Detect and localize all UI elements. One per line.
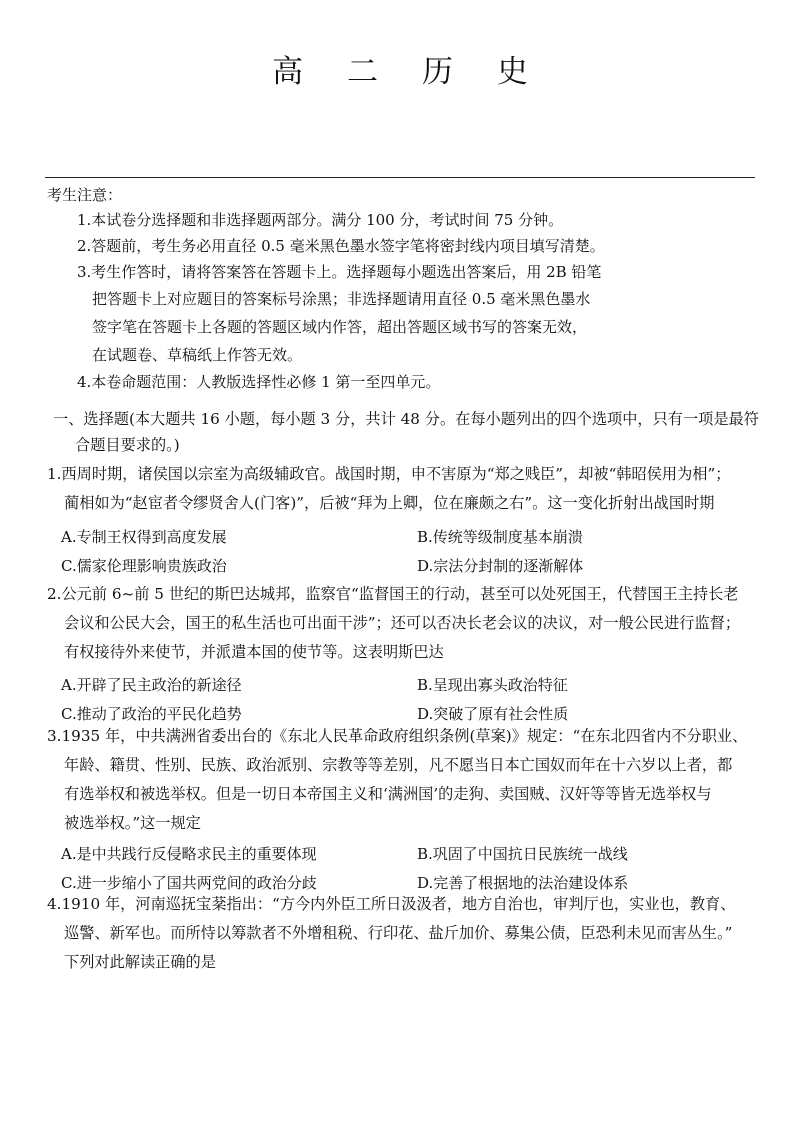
section-heading — [53, 406, 768, 458]
notice-item-3-line-2: 把答题卡上对应题目的答案标号涂黑；非选择题请用直径 0.5 毫米黑色墨水 — [92, 290, 591, 308]
question-3-options-row-1 — [47, 840, 767, 869]
question-3-option-c[interactable]: C.进一步缩小了国共两党间的政治分歧 — [61, 874, 317, 892]
notice-item-4: 4.本卷命题范围：人教版选择性必修 1 第一至四单元。 — [77, 373, 441, 391]
notice-item-2: 2.答题前，考生务必用直径 0.5 毫米黑色墨水签字笔将密封线内项目填写清楚。 — [77, 237, 605, 255]
notice-item-3: 3.考生作答时，请将答案答在答题卡上。选择题每小题选出答案后，用 2B 铅笔 — [77, 263, 602, 281]
question-1-line-1: 1.西周时期，诸侯国以宗室为高级辅政官。战国时期，申不害原为“郑之贱臣”，却被“韩昭侯用为相”； — [47, 465, 731, 483]
question-2-line-1: 2.公元前 6~前 5 世纪的斯巴达城邦，监察官“监督国王的行动，甚至可以处死国王，代替国王主持长老 — [47, 585, 739, 603]
question-2 — [47, 580, 767, 729]
question-1-options-row-2 — [47, 552, 767, 581]
notice-item-3-line-4: 在试题卷、草稿纸上作答无效。 — [92, 346, 303, 364]
notice-item-1: 1.本试卷分选择题和非选择题两部分。满分 100 分，考试时间 75 分钟。 — [77, 211, 564, 229]
question-1-option-b[interactable]: B.传统等级制度基本崩溃 — [417, 528, 583, 546]
question-1-option-c[interactable]: C.儒家伦理影响贵族政治 — [61, 557, 227, 575]
question-4 — [47, 890, 767, 977]
question-2-line-2: 会议和公民大会，国王的私生活也可出面干涉”；还可以否决长老会议的决议，对一般公民进行监督； — [64, 614, 741, 632]
question-1-options-row-1 — [47, 523, 767, 552]
question-2-option-c[interactable]: C.推动了政治的平民化趋势 — [61, 705, 242, 723]
notice-heading: 考生注意： — [47, 186, 123, 204]
question-1-option-a[interactable]: A.专制王权得到高度发展 — [61, 528, 227, 546]
header-divider — [45, 177, 755, 178]
question-4-line-2: 巡警、新军也。而所恃以筹款者不外增租税、行印花、盐斤加价、募集公债，臣恐利未见而害丛生。” — [64, 924, 733, 942]
question-2-option-a[interactable]: A.开辟了民主政治的新途径 — [61, 676, 242, 694]
question-2-options-row-1 — [47, 671, 767, 700]
question-1-option-d[interactable]: D.宗法分封制的逐渐解体 — [417, 557, 584, 575]
question-2-option-d[interactable]: D.突破了原有社会性质 — [417, 705, 569, 723]
question-2-line-3: 有权接待外来使节，并派遣本国的使节等。这表明斯巴达 — [64, 643, 444, 661]
question-3-line-3: 有选举权和被选举权。但是一切日本帝国主义和‘满洲国’的走狗、卖国贼、汉奸等等皆无选举权与 — [64, 785, 712, 803]
exam-title: 高 二 历 史 — [272, 54, 545, 90]
question-3-option-d[interactable]: D.完善了根据地的法治建设体系 — [417, 874, 629, 892]
question-3-option-a[interactable]: A.是中共践行反侵略求民主的重要体现 — [61, 845, 317, 863]
question-2-option-b[interactable]: B.呈现出寡头政治特征 — [417, 676, 568, 694]
question-3 — [47, 722, 767, 898]
question-3-option-b[interactable]: B.巩固了中国抗日民族统一战线 — [417, 845, 628, 863]
question-3-line-1: 3.1935 年，中共满洲省委出台的《东北人民革命政府组织条例(草案)》规定：“在东北四省内不分职业、 — [47, 727, 748, 745]
question-4-line-1: 4.1910 年，河南巡抚宝棻指出：“方今内外臣工所日汲汲者，地方自治也，审判厅也，实业也，教育、 — [47, 895, 736, 913]
question-3-line-2: 年龄、籍贯、性别、民族、政治派别、宗教等等差别，凡不愿当日本亡国奴而年在十六岁以上者，都 — [64, 756, 733, 774]
question-1-line-2: 蔺相如为“赵宦者令缪贤舍人(门客)”，后被“拜为上卿，位在廉颇之右”。这一变化折射出战国时期 — [64, 494, 715, 512]
question-4-line-3: 下列对此解读正确的是 — [64, 953, 216, 971]
question-3-line-4: 被选举权。”这一规定 — [64, 814, 201, 832]
notice-item-3-line-3: 签字笔在答题卡上各题的答题区域内作答，超出答题区域书写的答案无效， — [92, 318, 588, 336]
examinee-notice — [47, 183, 757, 395]
question-1 — [47, 460, 767, 581]
section-heading-line-2: 合题目要求的。) — [75, 436, 180, 454]
section-heading-line-1: 一、选择题(本大题共 16 小题，每小题 3 分，共计 48 分。在每小题列出的四个选项中，只有一项是最符 — [53, 410, 759, 428]
